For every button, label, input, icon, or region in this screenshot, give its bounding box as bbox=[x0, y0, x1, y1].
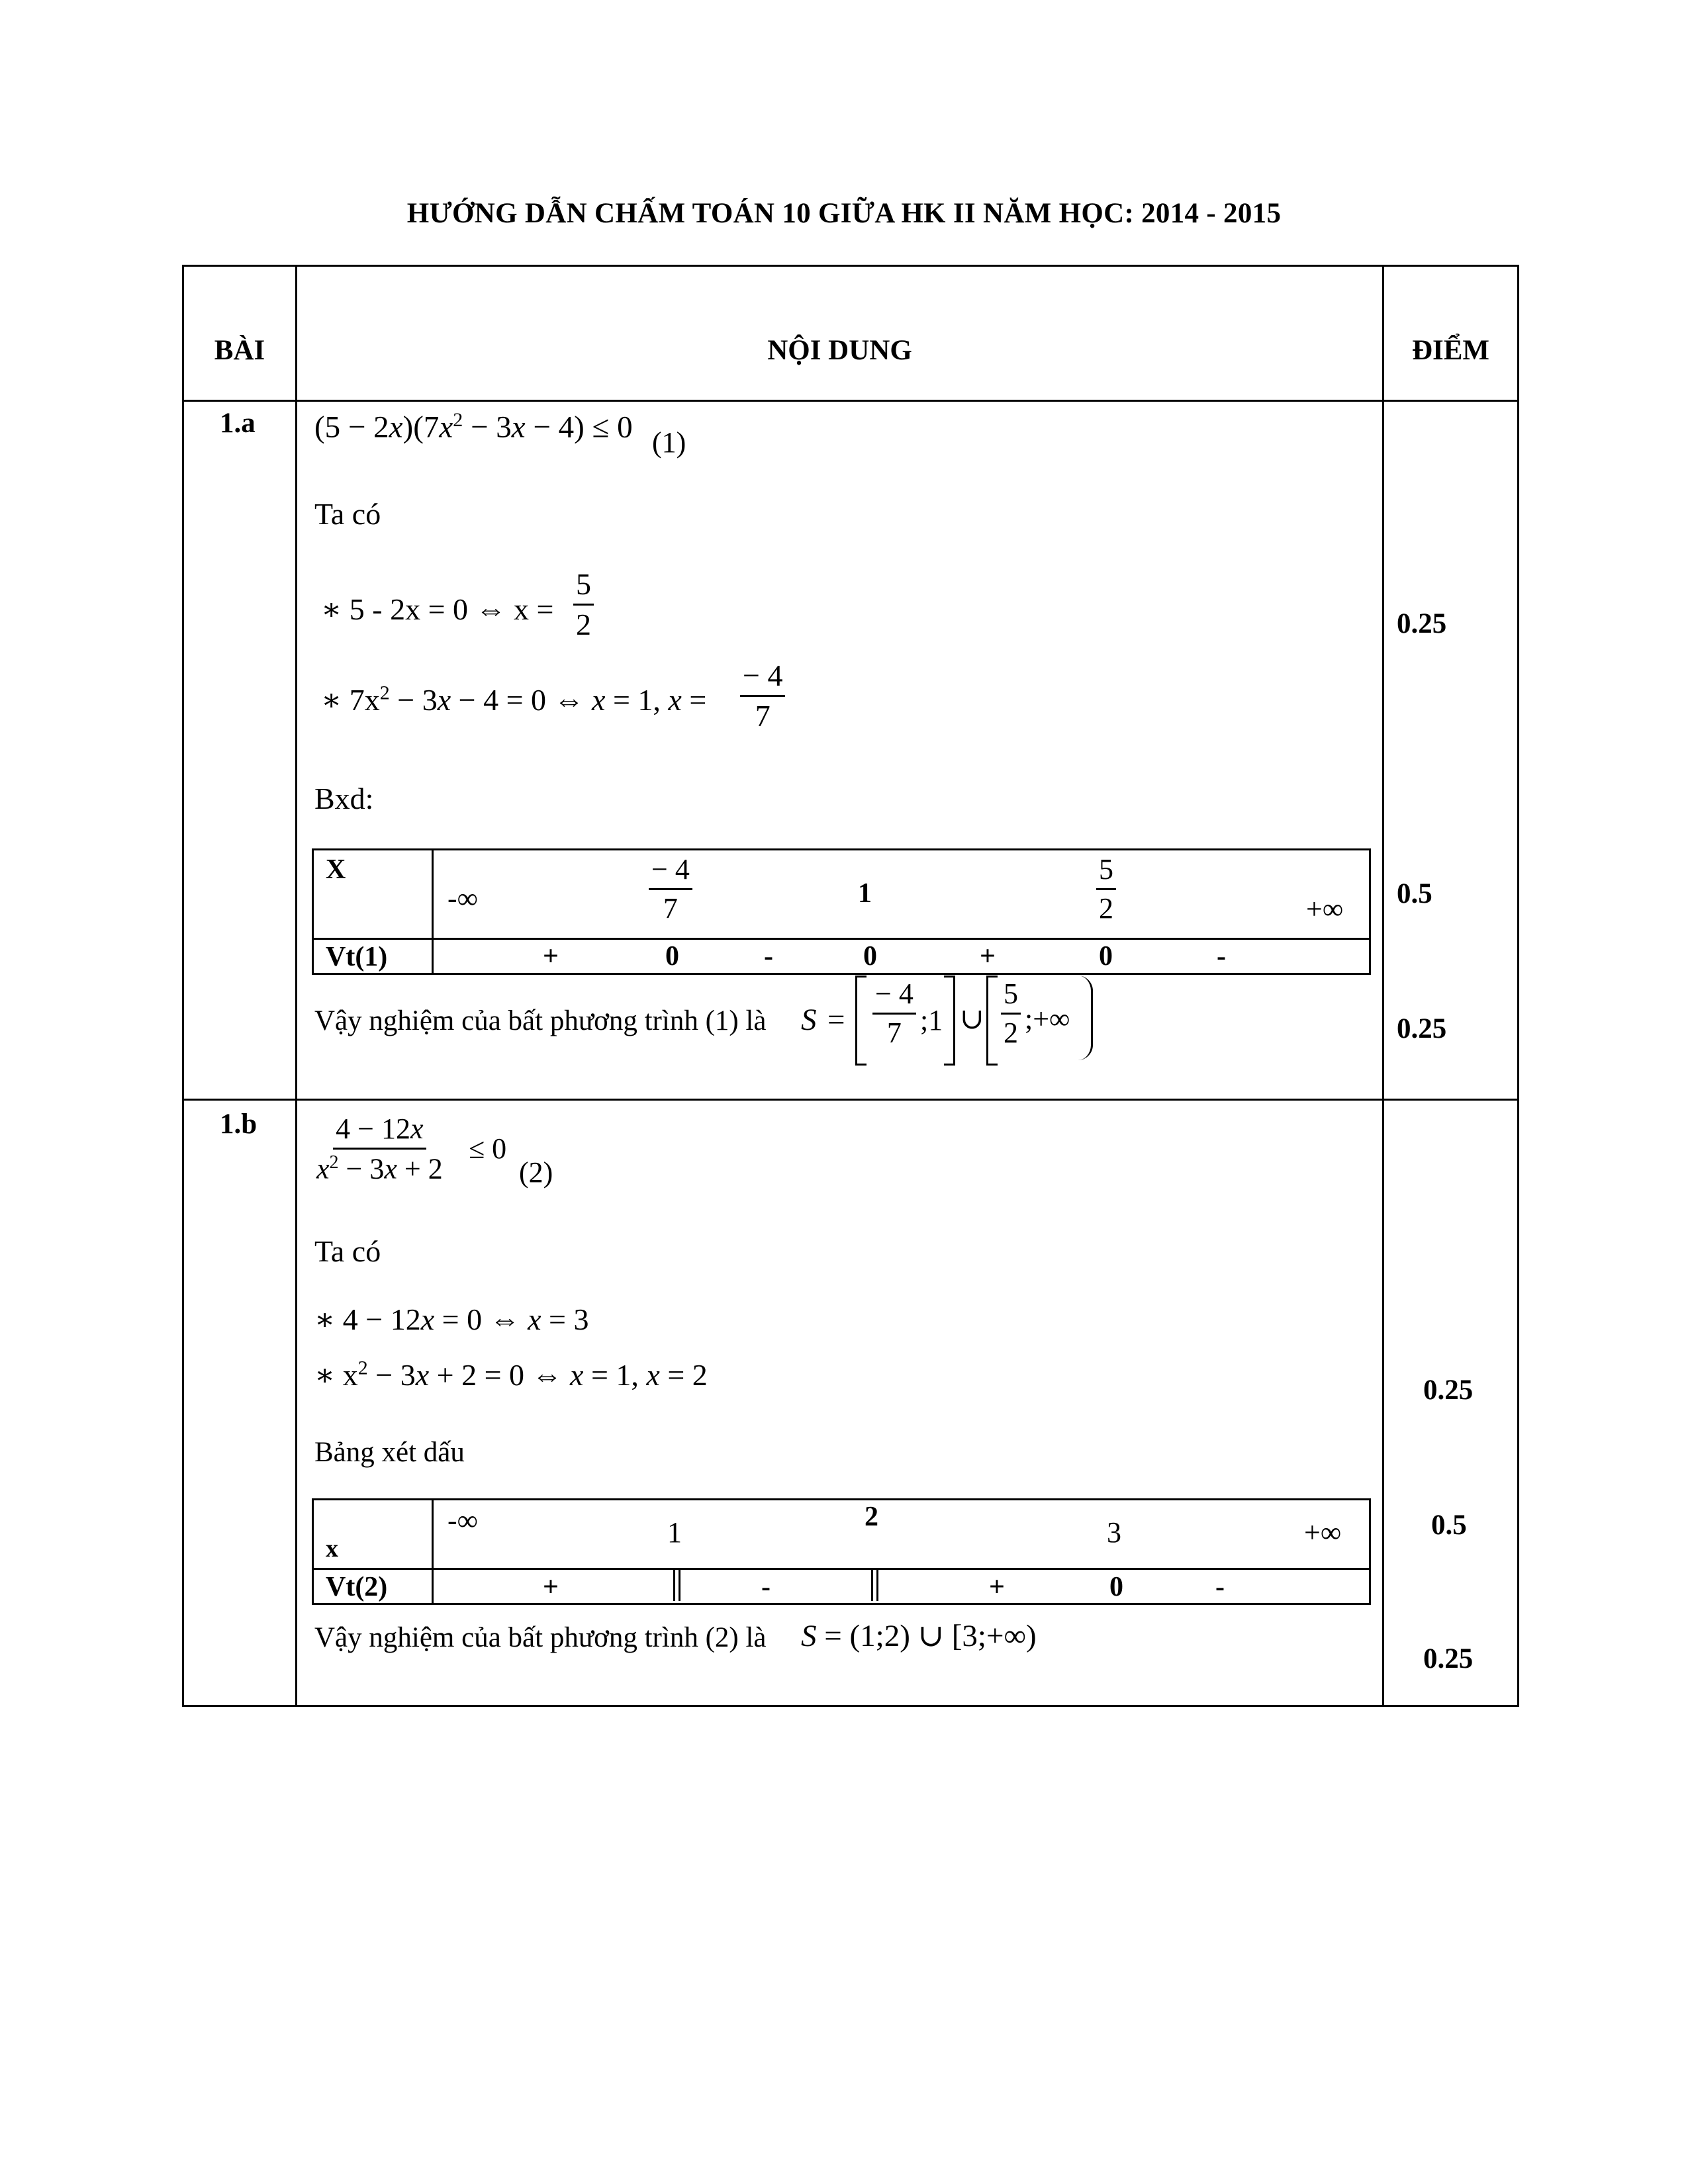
q1b-answer: S = (1;2) ∪ [3;+∞) bbox=[801, 1619, 1037, 1653]
q1b-point-b: 0.5 bbox=[1431, 1510, 1467, 1541]
q1a-inequality: $(5 - 2x)(7x^2 - 3x - 4) \le 0$ bbox=[314, 409, 633, 445]
q1a-point-1: 1 bbox=[858, 878, 872, 909]
q1a-tag: (1) bbox=[652, 426, 686, 459]
q1a-sign-3: - bbox=[764, 941, 773, 972]
q1a-paren-close bbox=[1078, 976, 1093, 1060]
q1a-sign-1: + bbox=[543, 941, 559, 972]
q1b-tag: (2) bbox=[519, 1156, 553, 1189]
header-bai: BÀI bbox=[214, 335, 265, 366]
table-border-right bbox=[1517, 265, 1519, 1707]
q1b-sign-5: - bbox=[1215, 1572, 1225, 1602]
header-noi-dung: NỘI DUNG bbox=[767, 335, 912, 366]
table-col-divider-2 bbox=[1382, 265, 1384, 1707]
q1b-sign-table-col bbox=[432, 1498, 434, 1603]
q1b-sign-table-divider bbox=[312, 1568, 1369, 1570]
q1a-sign-4: 0 bbox=[863, 941, 877, 972]
q1b-point-1: 1 bbox=[667, 1516, 682, 1549]
q1a-point-b: 0.5 bbox=[1397, 878, 1432, 909]
q1a-point-5-2: $\frac{5}{2}$ bbox=[1096, 855, 1116, 923]
q1a-answer-frac2: $\frac{5}{2}$ bbox=[1001, 979, 1021, 1048]
q1b-point-3: 3 bbox=[1107, 1516, 1121, 1549]
q1b-sign-3: + bbox=[989, 1572, 1005, 1602]
q1b-ta-co: Ta có bbox=[314, 1234, 381, 1268]
q1b-sign-2: - bbox=[761, 1572, 771, 1602]
q1a-label: 1.a bbox=[220, 408, 256, 439]
table-border-left bbox=[182, 265, 184, 1707]
table-col-divider-1 bbox=[295, 265, 297, 1707]
table-row-divider bbox=[182, 1099, 1519, 1101]
page-title: HƯỚNG DẪN CHẤM TOÁN 10 GIỮA HK II NĂM HỌC: 2014 - 2015 bbox=[406, 198, 1282, 229]
q1b-sign-1: + bbox=[543, 1572, 559, 1602]
q1a-table-x-label: X bbox=[326, 854, 346, 885]
q1b-point-2: 2 bbox=[865, 1502, 878, 1532]
q1b-table-vt-label: Vt(2) bbox=[326, 1572, 388, 1602]
table-border-bottom bbox=[182, 1705, 1519, 1707]
q1a-answer-end: ;+∞ bbox=[1025, 1003, 1070, 1035]
q1a-line2-frac: $\frac{- 4}{7}$ bbox=[740, 660, 785, 731]
q1b-table-x-label: x bbox=[326, 1535, 338, 1563]
q1a-ta-co: Ta có bbox=[314, 497, 381, 531]
q1b-point-c: 0.25 bbox=[1423, 1643, 1474, 1674]
q1a-point-neg4-7: $\frac{- 4}{7}$ bbox=[649, 855, 692, 923]
q1b-conclusion: Vậy nghiệm của bất phương trình (2) là bbox=[314, 1622, 767, 1653]
q1a-pos-inf: +∞ bbox=[1306, 893, 1344, 925]
q1b-undefined-bar-2a bbox=[871, 1570, 873, 1601]
q1a-answer-eq: = bbox=[827, 1003, 845, 1037]
q1a-point-a: 0.25 bbox=[1397, 608, 1447, 639]
q1a-answer-S: S bbox=[801, 1003, 817, 1037]
q1a-sign-table-col bbox=[432, 848, 434, 973]
q1b-label: 1.b bbox=[220, 1109, 258, 1140]
q1a-sign-table-divider bbox=[312, 938, 1369, 940]
q1b-pos-inf: +∞ bbox=[1304, 1516, 1342, 1549]
table-header-divider bbox=[182, 400, 1519, 402]
q1a-sign-5: + bbox=[980, 941, 996, 972]
q1a-bxd: Bxd: bbox=[314, 782, 374, 815]
q1b-undefined-bar-1a bbox=[673, 1570, 675, 1601]
q1a-conclusion: Vậy nghiệm của bất phương trình (1) là bbox=[314, 1005, 767, 1036]
q1a-neg-inf: -∞ bbox=[447, 882, 479, 915]
q1a-answer-frac1: $\frac{- 4}{7}$ bbox=[872, 979, 916, 1048]
q1a-bracket-close bbox=[944, 976, 955, 1066]
q1a-sign-7: - bbox=[1217, 941, 1226, 972]
q1a-table-vt-label: Vt(1) bbox=[326, 942, 388, 972]
q1b-undefined-bar-1b bbox=[679, 1570, 680, 1601]
q1a-answer-mid: ;1 bbox=[920, 1004, 943, 1036]
q1a-bracket-open bbox=[855, 976, 867, 1066]
q1b-point-a: 0.25 bbox=[1423, 1375, 1474, 1406]
q1b-undefined-bar-2b bbox=[876, 1570, 878, 1601]
q1b-line1: ∗ 4 − 12x = 0 ⇔ x = 3 bbox=[314, 1302, 589, 1336]
q1a-bracket-open2 bbox=[986, 976, 998, 1066]
q1b-line2: ∗ $x^2 - 3x + 2 = 0$ ⇔ x = 1, x = 2 bbox=[314, 1357, 708, 1392]
q1b-sign-4: 0 bbox=[1109, 1572, 1123, 1602]
q1a-line1-frac: $\frac{5}{2}$ bbox=[573, 569, 594, 640]
header-diem: ĐIỂM bbox=[1411, 335, 1490, 366]
q1a-union: ∪ bbox=[960, 1003, 984, 1035]
q1a-sign-6: 0 bbox=[1099, 941, 1113, 972]
q1a-sign-2: 0 bbox=[665, 941, 679, 972]
q1b-fraction: $\frac{4 - 12x}{x^2 - 3x + 2}$ bbox=[316, 1113, 443, 1185]
q1a-point-c: 0.25 bbox=[1397, 1013, 1447, 1044]
table-border-top bbox=[182, 265, 1519, 267]
q1b-ineq: ≤ 0 bbox=[469, 1132, 507, 1165]
q1b-neg-inf: -∞ bbox=[447, 1504, 479, 1537]
q1a-line2: ∗ $7x^2 - 3x - 4 = 0$ ⇔ x = 1, x = bbox=[321, 682, 707, 717]
q1a-line1: ∗ 5 - 2x = 0 ⇔ x = bbox=[321, 592, 554, 626]
q1b-bang-xet-dau: Bảng xét dấu bbox=[314, 1437, 465, 1468]
